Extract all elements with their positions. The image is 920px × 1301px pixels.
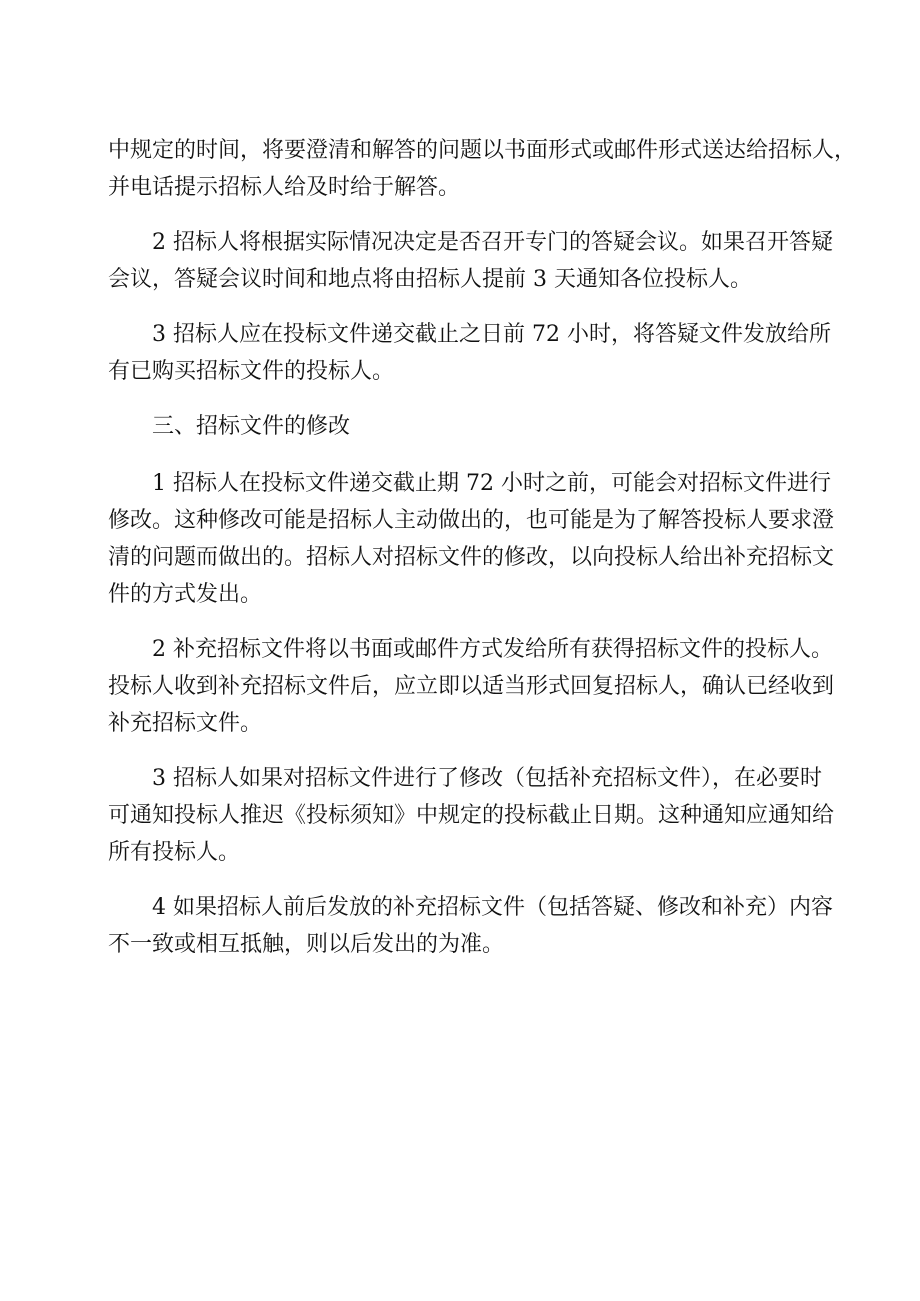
text-line: 不一致或相互抵触，则以后发出的为准。: [108, 932, 505, 957]
text-line: 清的问题而做出的。招标人对招标文件的修改，以向投标人给出补充招标文: [108, 545, 835, 570]
text-line: 1 招标人在投标文件递交截止期 72 小时之前，可能会对招标文件进行: [152, 471, 831, 496]
text-line: 件的方式发出。: [108, 582, 263, 607]
section-heading: 三、招标文件的修改: [152, 414, 351, 439]
text-line: 并电话提示招标人给及时给于解答。: [108, 175, 461, 200]
text-line: 会议，答疑会议时间和地点将由招标人提前 3 天通知各位投标人。: [108, 267, 752, 292]
text-line: 补充招标文件。: [108, 711, 263, 736]
text-line: 4 如果招标人前后发放的补充招标文件（包括答疑、修改和补充）内容: [152, 895, 833, 920]
text-line: 3 招标人如果对招标文件进行了修改（包括补充招标文件），在必要时: [152, 766, 822, 791]
text-line: 投标人收到补充招标文件后，应立即以适当形式回复招标人，确认已经收到: [108, 674, 835, 699]
text-line: 中规定的时间，将要澄清和解答的问题以书面形式或邮件形式送达给招标人，: [108, 138, 857, 163]
text-line: 2 招标人将根据实际情况决定是否召开专门的答疑会议。如果召开答疑: [152, 230, 833, 255]
document-body: [108, 135, 857, 960]
text-line: 所有投标人。: [108, 840, 241, 865]
text-line: 可通知投标人推迟《投标须知》中规定的投标截止日期。这种通知应通知给: [108, 803, 835, 828]
text-line: 有已购买招标文件的投标人。: [108, 359, 395, 384]
text-line: 2 补充招标文件将以书面或邮件方式发给所有获得招标文件的投标人。: [152, 637, 833, 662]
text-line: 3 招标人应在投标文件递交截止之日前 72 小时，将答疑文件发放给所: [152, 322, 831, 347]
text-line: 修改。这种修改可能是招标人主动做出的，也可能是为了解答投标人要求澄: [108, 508, 835, 533]
